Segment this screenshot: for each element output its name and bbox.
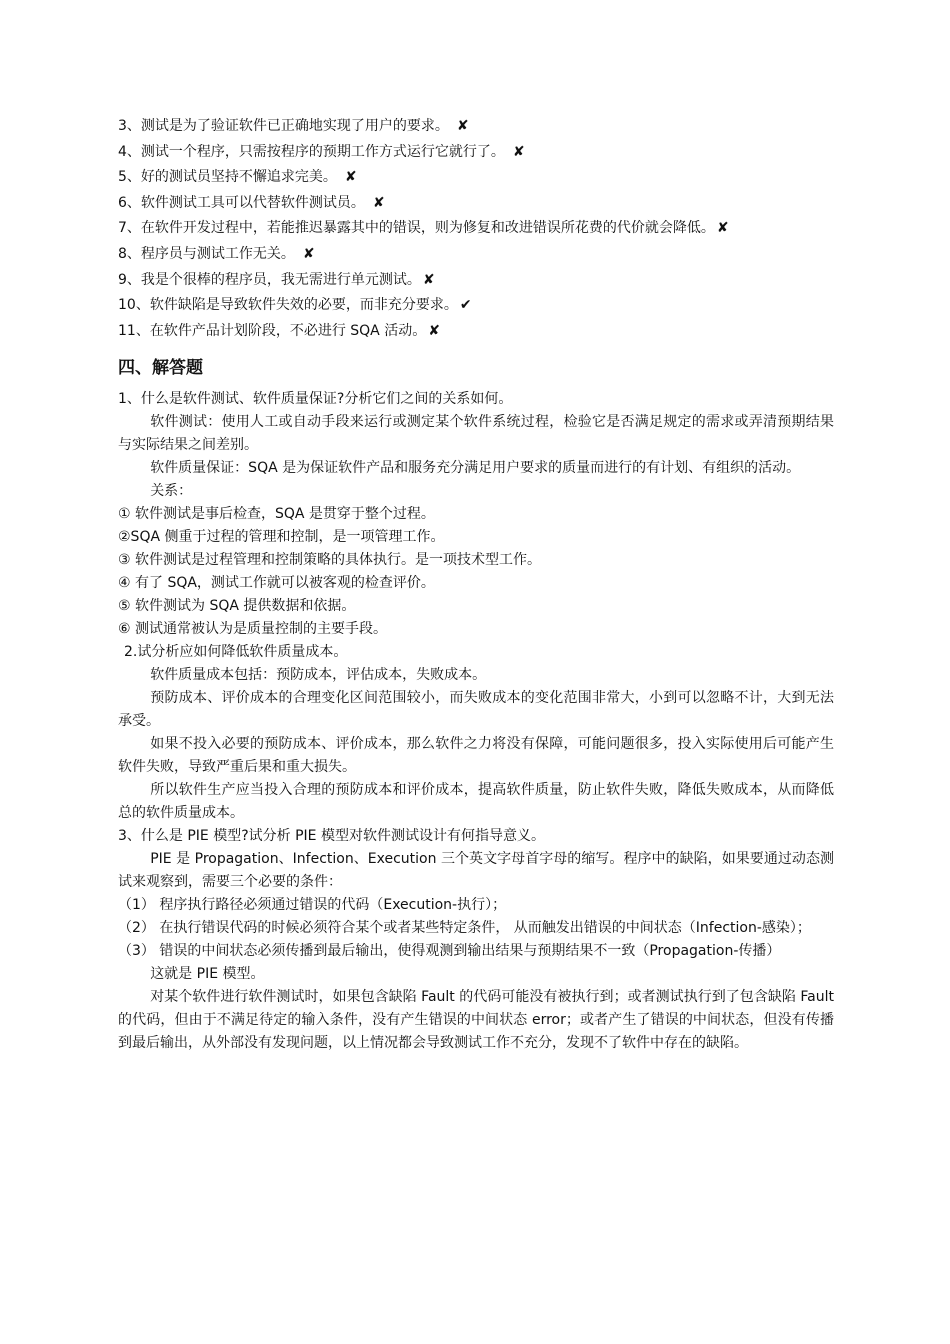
list-item: 10、软件缺陷是导致软件失效的必要，而非充分要求。 ✔: [118, 293, 834, 319]
condition-item: （1） 程序执行路径必须通过错误的代码（Execution-执行）；: [118, 897, 507, 914]
cross-icon: ✘: [302, 245, 315, 262]
cross-icon: ✘: [512, 143, 525, 160]
paragraph: 软件测试：使用人工或自动手段来运行或测定某个软件系统过程，检验它是否满足规定的需求或弄清预期结果与实际结果之间差别。: [118, 414, 834, 454]
list-item: 5、好的测试员坚持不懈追求完美。 ✘: [118, 165, 834, 191]
condition-item: （3） 错误的中间状态必须传播到最后输出，使得观测到输出结果与预期结果不一致（Propagation-传播）: [118, 943, 781, 960]
list-item: 8、程序员与测试工作无关。 ✘: [118, 242, 834, 268]
paragraph: PIE 是 Propagation、Infection、Execution 三个英文字母首字母的缩写。程序中的缺陷，如果要通过动态测试来观察到，需要三个必要的条件：: [118, 851, 834, 891]
check-icon: ✔: [459, 297, 472, 314]
list-item: ① 软件测试是事后检查，SQA 是贯穿于整个过程。: [118, 506, 435, 523]
question-1: [118, 388, 834, 641]
paragraph: 关系：: [150, 483, 193, 500]
list-item: ③ 软件测试是过程管理和控制策略的具体执行。是一项技术型工作。: [118, 552, 541, 569]
list-item: 11、在软件产品计划阶段，不必进行 SQA 活动。 ✘: [118, 319, 834, 345]
list-item: 3、测试是为了验证软件已正确地实现了用户的要求。 ✘: [118, 114, 834, 140]
question-text: 2.试分析应如何降低软件质量成本。: [124, 644, 348, 661]
paragraph: 如果不投入必要的预防成本、评价成本，那么软件之力将没有保障，可能问题很多，投入实际使用后可能产生软件失败，导致严重后果和重大损失。: [118, 736, 834, 776]
question-text: 1、什么是软件测试、软件质量保证?分析它们之间的关系如何。: [118, 391, 513, 408]
paragraph: 所以软件生产应当投入合理的预防成本和评价成本，提高软件质量，防止软件失败，降低失败成本，从而降低总的软件质量成本。: [118, 782, 834, 822]
list-item: 9、我是个很棒的程序员，我无需进行单元测试。 ✘: [118, 268, 834, 294]
question-3: [118, 825, 834, 1055]
section-title: 四、解答题: [118, 358, 203, 379]
paragraph: 对某个软件进行软件测试时，如果包含缺陷 Fault 的代码可能没有被执行到；或者测试执行到了包含缺陷 Fault 的代码，但由于不满足待定的输入条件，没有产生错误的中间状态 error；或者产生了错误的中间状态，但没有传播到最后输出，从外部没有发现问题，以上情况都会导致测试工作不充分，发现不了软件中存在的缺陷。: [118, 989, 834, 1052]
question-text: 3、什么是 PIE 模型?试分析 PIE 模型对软件测试设计有何指导意义。: [118, 828, 545, 845]
question-2: [118, 641, 834, 825]
cross-icon: ✘: [716, 220, 729, 237]
paragraph: 软件质量保证：SQA 是为保证软件产品和服务充分满足用户要求的质量而进行的有计划、有组织的活动。: [150, 460, 801, 477]
paragraph: 预防成本、评价成本的合理变化区间范围较小，而失败成本的变化范围非常大，小到可以忽略不计，大到无法承受。: [118, 690, 834, 730]
list-item: 6、软件测试工具可以代替软件测试员。 ✘: [118, 191, 834, 217]
condition-item: （2） 在执行错误代码的时候必须符合某个或者某些特定条件， 从而触发出错误的中间状态（Infection-感染）；: [118, 920, 811, 937]
list-item: ②SQA 侧重于过程的管理和控制，是一项管理工作。: [118, 529, 445, 546]
cross-icon: ✘: [422, 271, 435, 288]
paragraph: 这就是 PIE 模型。: [150, 966, 265, 983]
list-item: ⑥ 测试通常被认为是质量控制的主要手段。: [118, 621, 387, 638]
document-page: [118, 114, 834, 1055]
true-false-list: [118, 114, 834, 344]
cross-icon: ✘: [428, 322, 440, 339]
paragraph: 软件质量成本包括：预防成本，评估成本，失败成本。: [150, 667, 487, 684]
list-item: ⑤ 软件测试为 SQA 提供数据和依据。: [118, 598, 356, 615]
cross-icon: ✘: [344, 169, 357, 186]
list-item: 7、在软件开发过程中，若能推迟暴露其中的错误，则为修复和改进错误所花费的代价就会降低。 ✘: [118, 216, 834, 242]
list-item: 4、测试一个程序，只需按程序的预期工作方式运行它就行了。 ✘: [118, 140, 834, 166]
list-item: ④ 有了 SQA，测试工作就可以被客观的检查评价。: [118, 575, 435, 592]
cross-icon: ✘: [372, 194, 385, 211]
cross-icon: ✘: [456, 118, 469, 134]
